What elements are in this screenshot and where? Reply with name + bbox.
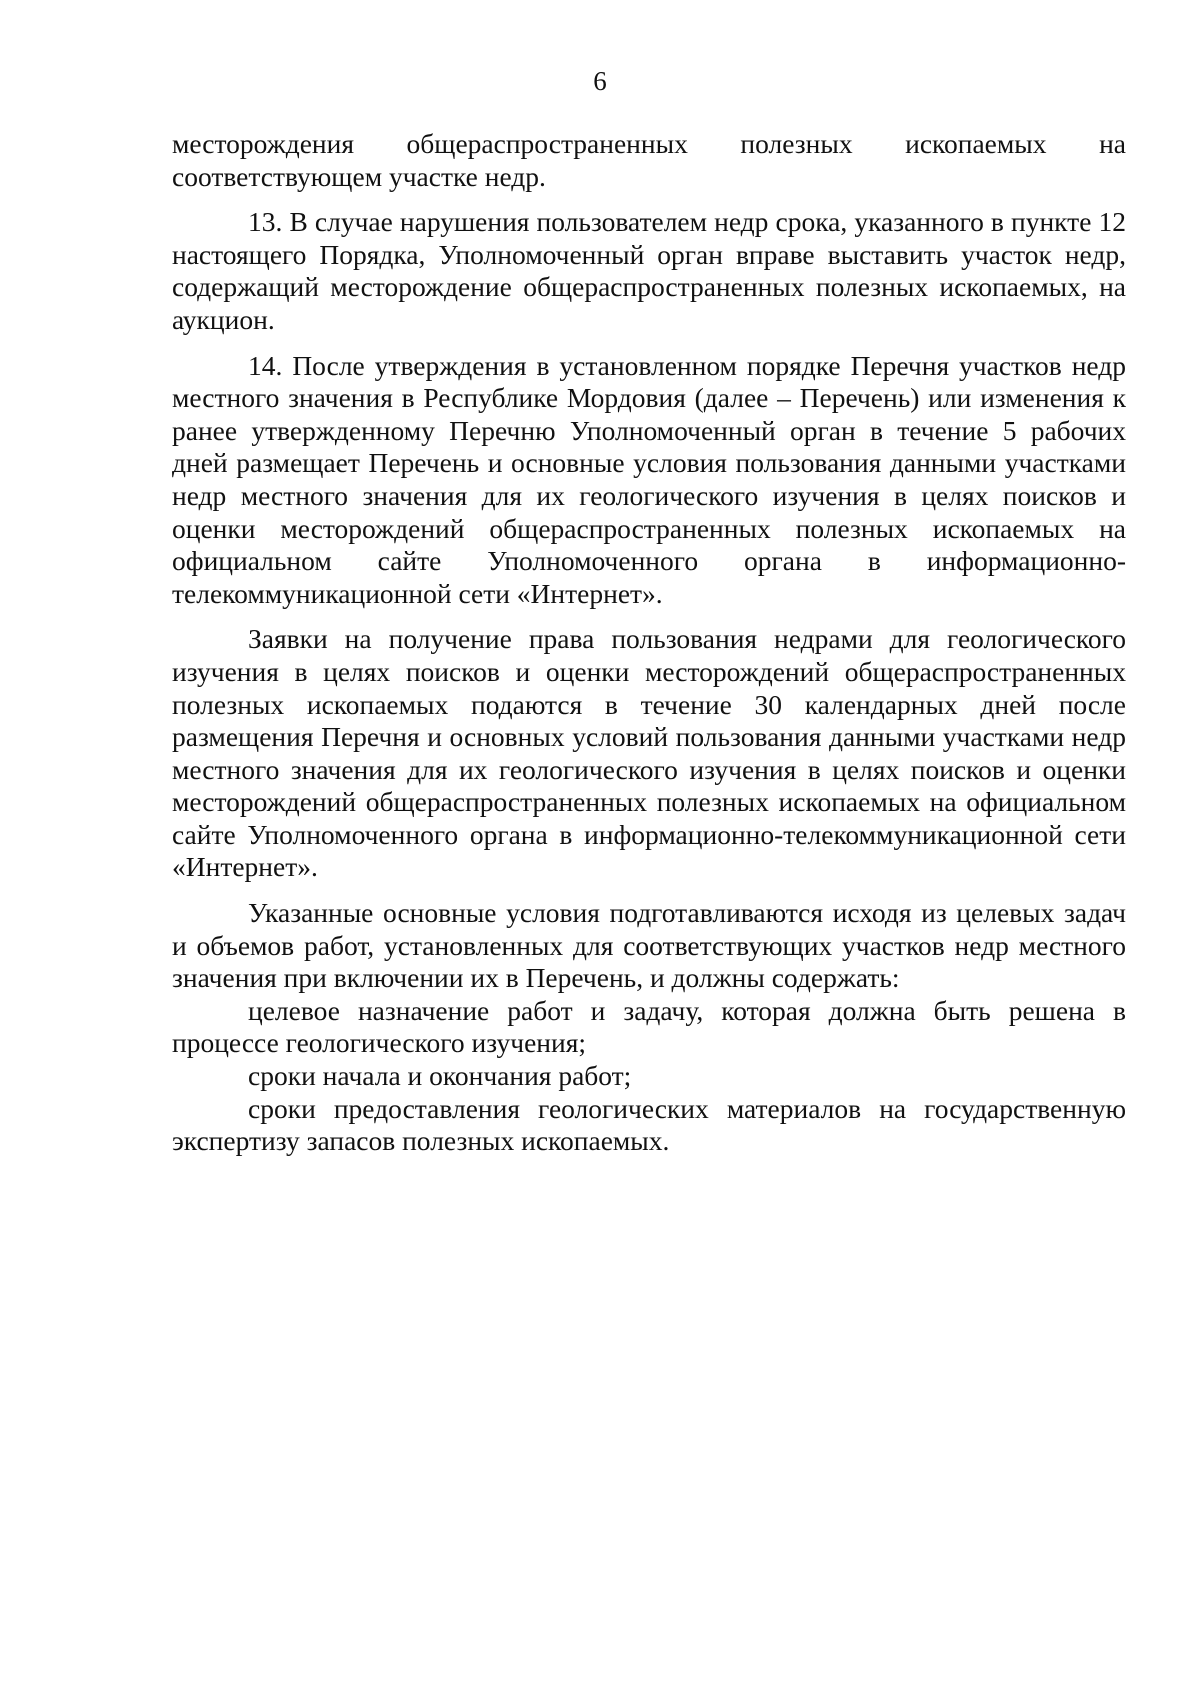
paragraph-applications: Заявки на получение права пользования недрами для геологического изучения в целях поисков и оценки месторождений общераспространенных полезных ископаемых подаются в течение 30 календарных дней после размещения Перечня и основных условий пользования данными участками недр местного значения для их геологического изучения в целях поисков и оценки месторождений общераспространенных полезных ископаемых на официальном сайте Уполномоченного органа в информационно-телекоммуникационной сети «Интернет». [172, 623, 1126, 883]
document-body [172, 128, 1126, 1158]
list-item-target-purpose: целевое назначение работ и задачу, которая должна быть решена в процессе геологического изучения; [172, 994, 1126, 1059]
paragraph-continuation: месторождения общераспространенных полезных ископаемых на соответствующем участке недр. [172, 128, 1126, 192]
list-item-work-dates: сроки начала и окончания работ; [248, 1060, 632, 1092]
list-item-materials-deadline: сроки предоставления геологических материалов на государственную экспертизу запасов полезных ископаемых. [172, 1092, 1126, 1157]
paragraph-conditions: Указанные основные условия подготавливаются исходя из целевых задач и объемов работ, установленных для соответствующих участков недр местного значения при включении их в Перечень, и должны содержать: [172, 897, 1126, 994]
paragraph-item-14: 14. После утверждения в установленном порядке Перечня участков недр местного значения в Республике Мордовия (далее – Перечень) или изменения к ранее утвержденному Перечню Уполномоченный орган в течение 5 рабочих дней размещает Перечень и основные условия пользования данными участками недр местного значения для их геологического изучения в целях поисков и оценки месторождений общераспространенных полезных ископаемых на официальном сайте Уполномоченного органа в информационно-телекоммуникационной сети «Интернет». [172, 349, 1126, 609]
paragraph-item-13: 13. В случае нарушения пользователем недр срока, указанного в пункте 12 настоящего Порядка, Уполномоченный орган вправе выставить участок недр, содержащий месторождение общераспространенных полезных ископаемых, на аукцион. [172, 206, 1126, 335]
page-number: 6 [593, 66, 607, 96]
